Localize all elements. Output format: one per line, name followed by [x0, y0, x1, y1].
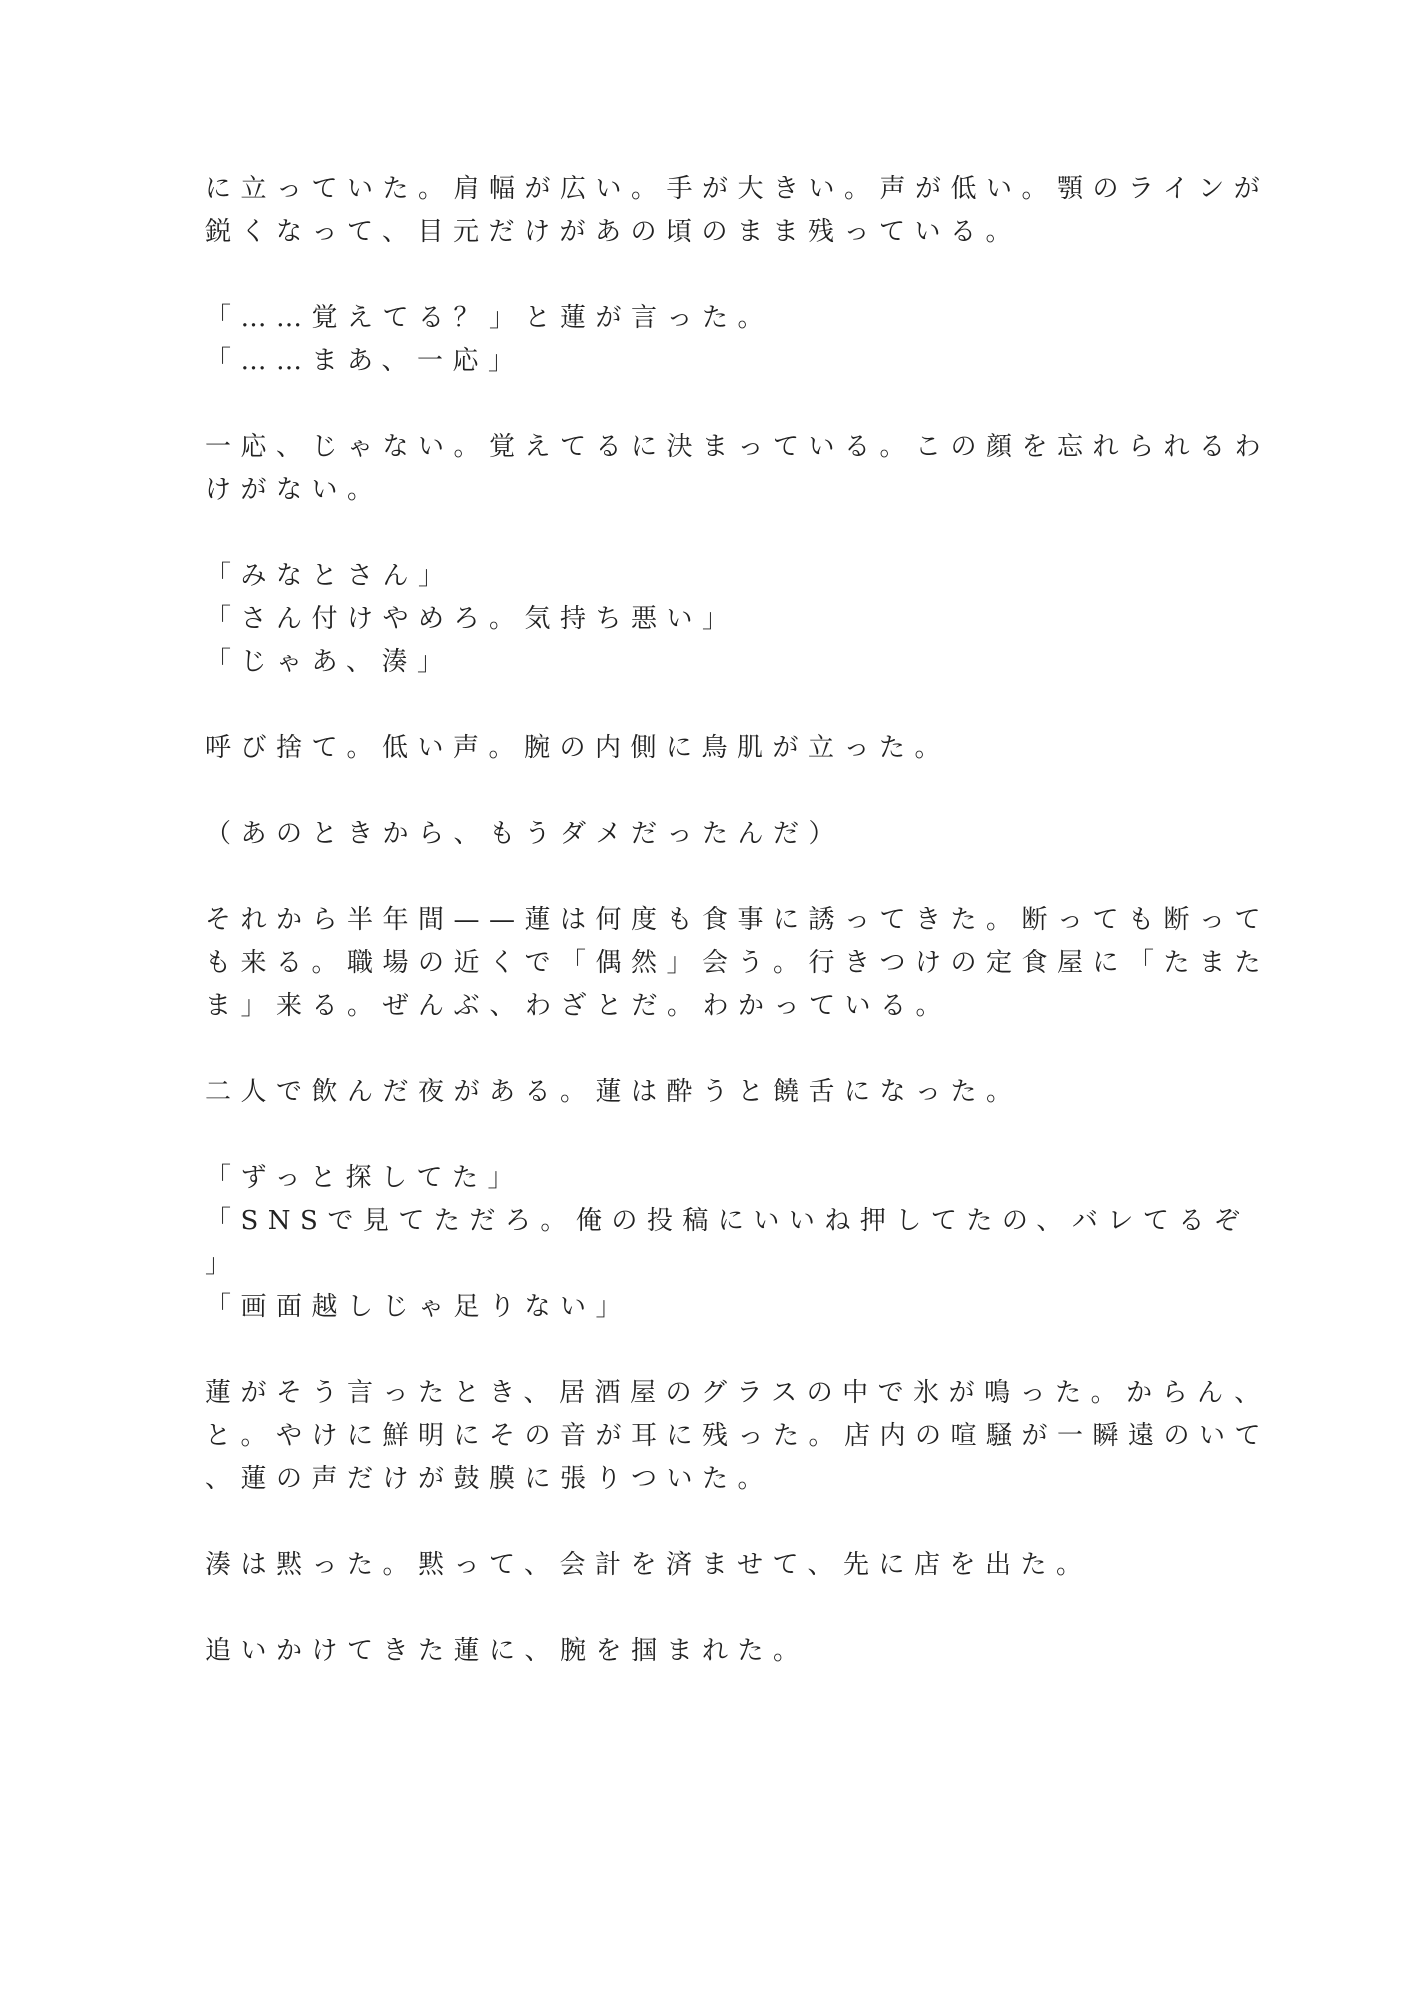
blank-line: [205, 1501, 1215, 1544]
text-line: 」: [205, 1249, 241, 1279]
blank-line: [205, 512, 1215, 555]
blank-line: [205, 856, 1215, 899]
blank-line: [205, 684, 1215, 727]
text-line: けがない。: [205, 475, 383, 505]
text-line: 「さん付けやめろ。気持ち悪い」: [205, 604, 738, 634]
text-line: 追いかけてきた蓮に、腕を掴まれた。: [205, 1636, 809, 1666]
blank-line: [205, 254, 1215, 297]
text-line: と。やけに鮮明にその音が耳に残った。店内の喧騒が一瞬遠のいて: [205, 1421, 1271, 1451]
blank-line: [205, 1329, 1215, 1372]
blank-line: [205, 383, 1215, 426]
text-line: に立っていた。肩幅が広い。手が大きい。声が低い。顎のラインが: [205, 174, 1270, 204]
text-line: 「ずっと探してた」: [205, 1163, 523, 1193]
text-line: 呼び捨て。低い声。腕の内側に鳥肌が立った。: [205, 733, 950, 763]
text-line: 「画面越しじゃ足りない」: [205, 1292, 632, 1322]
body-text: [205, 168, 1271, 1673]
blank-line: [205, 1114, 1215, 1157]
text-line: 「じゃあ、湊」: [205, 647, 453, 677]
text-line: 「みなとさん」: [205, 561, 454, 591]
text-line: 「……まあ、一応」: [205, 346, 524, 376]
text-line: 湊は黙った。黙って、会計を済ませて、先に店を出た。: [205, 1550, 1092, 1580]
text-line: 、蓮の声だけが鼓膜に張りついた。: [205, 1464, 774, 1494]
blank-line: [205, 1587, 1215, 1630]
text-line: 一応、じゃない。覚えてるに決まっている。この顔を忘れられるわ: [205, 432, 1271, 462]
text-line: それから半年間——蓮は何度も食事に誘ってきた。断っても断って: [205, 905, 1271, 935]
text-line: 鋭くなって、目元だけがあの頃のまま残っている。: [205, 217, 1021, 247]
text-line: 「SNSで見てただろ。俺の投稿にいいね押してたの、バレてるぞ: [205, 1206, 1250, 1236]
blank-line: [205, 770, 1215, 813]
blank-line: [205, 1028, 1215, 1071]
text-line: ま」来る。ぜんぶ、わざとだ。わかっている。: [205, 991, 952, 1021]
text-line: 蓮がそう言ったとき、居酒屋のグラスの中で氷が鳴った。からん、: [205, 1378, 1270, 1408]
text-line: も来る。職場の近くで「偶然」会う。行きつけの定食屋に「たまた: [205, 948, 1271, 978]
text-line: 二人で飲んだ夜がある。蓮は酔うと饒舌になった。: [205, 1077, 1022, 1107]
text-line: （あのときから、もうダメだったんだ）: [205, 819, 845, 849]
text-line: 「……覚えてる？」と蓮が言った。: [205, 303, 774, 333]
